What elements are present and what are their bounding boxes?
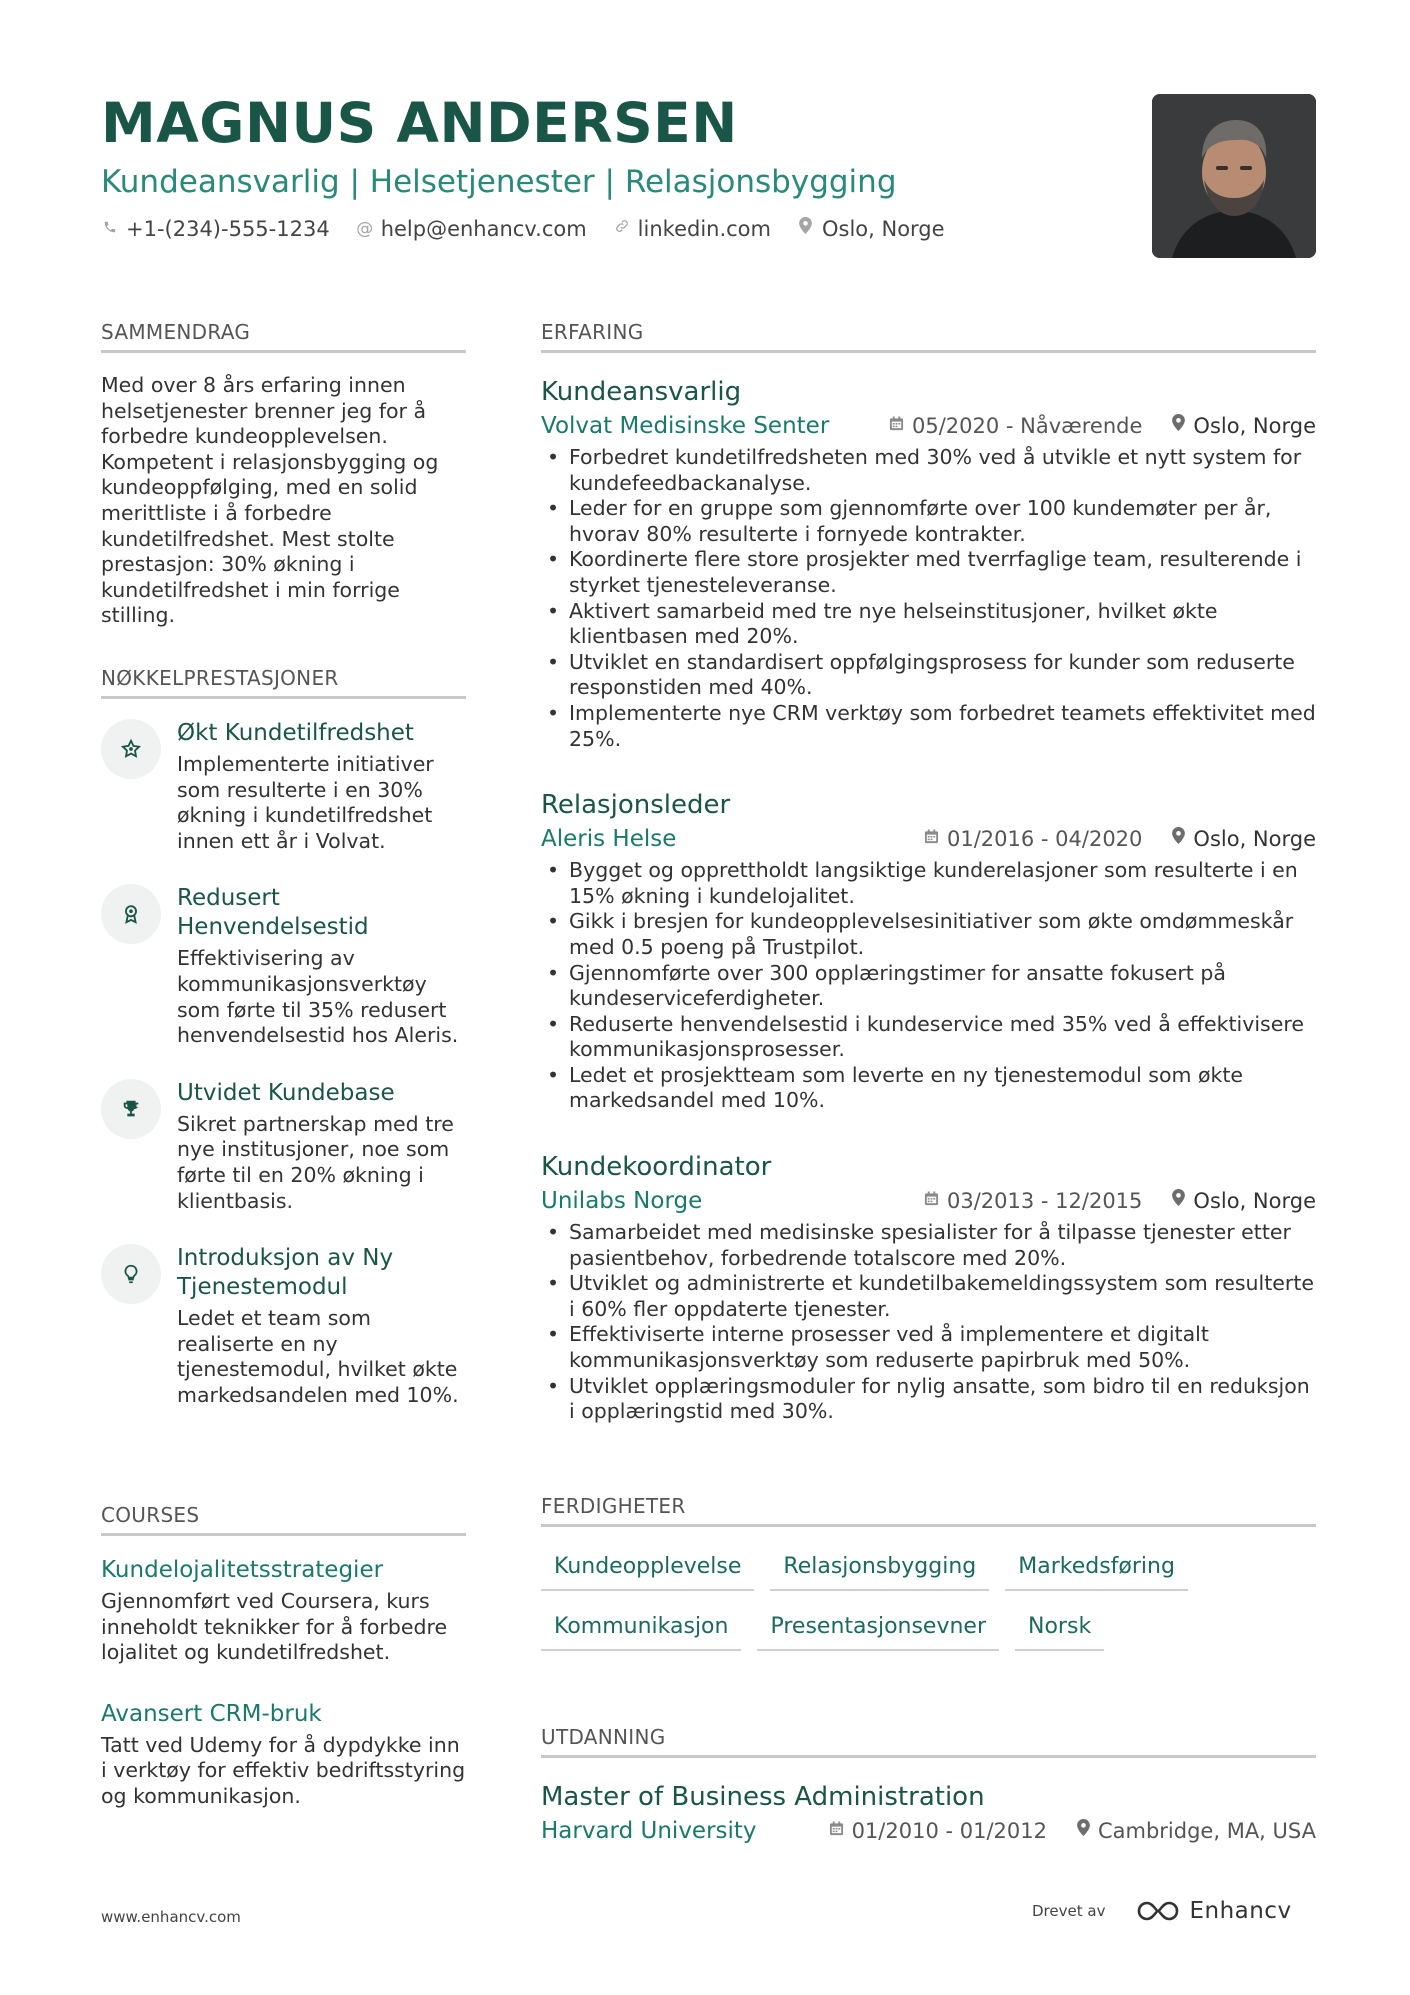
skill-tag: Norsk [1015, 1605, 1104, 1651]
summary-heading: SAMMENDRAG [101, 320, 466, 353]
achievement-title: Introduksjon av Ny Tjenestemodul [177, 1245, 394, 1301]
job-dates-text: 03/2013 - 12/2015 [947, 1189, 1143, 1214]
education-meta [541, 1816, 1316, 1846]
job-company: Aleris Helse [541, 826, 677, 853]
location-pin-icon [1172, 411, 1185, 441]
job-entry [541, 788, 1316, 1114]
achievement-desc: Sikret partnerskap med tre nye institusjoner, noe som førte til en 20% økning i klientbasis. [177, 1111, 454, 1213]
achievement-item [101, 1244, 466, 1408]
job-dates-text: 05/2020 - Nåværende [911, 414, 1143, 438]
job-location [1172, 411, 1316, 441]
contact-location [797, 214, 945, 244]
link-icon [613, 214, 631, 244]
contact-email[interactable] [356, 214, 587, 244]
calendar-icon [889, 411, 904, 441]
job-dates [924, 1186, 1142, 1216]
summary-section [101, 320, 466, 629]
achievement-desc: Implementerte initiativer som resulterte i en 30% økning i kundetilfredshet innen ett år i Volvat. [177, 752, 434, 853]
enhancv-logo-icon [1135, 1899, 1181, 1923]
resume-header [101, 88, 1101, 244]
brand-name: Enhancv [1189, 1898, 1292, 1924]
location-pin-icon [797, 214, 815, 244]
education-location-text: Cambridge, MA, USA [1097, 1819, 1316, 1843]
course-title: Avansert CRM-bruk [101, 1700, 322, 1727]
job-bullets [541, 858, 1316, 1114]
job-entry [541, 375, 1316, 752]
star-icon [101, 719, 161, 779]
footer-branding [1032, 1898, 1292, 1924]
job-bullet: • Gikk i bresjen for kundeopplevelsesinitiativer som økte omdømmeskår med 0.5 poeng på Trustpilot. [541, 909, 1316, 960]
job-company: Unilabs Norge [541, 1188, 703, 1215]
job-location [1172, 824, 1316, 854]
job-bullet: • Utviklet og administrerte et kundetilbakemeldingssystem som resulterte i 60% fler oppdaterte tjenester. [541, 1271, 1316, 1322]
experience-section [541, 320, 1316, 1425]
job-title: Kundeansvarlig [541, 377, 742, 407]
school-name: Harvard University [541, 1818, 757, 1844]
job-location [1172, 1186, 1316, 1216]
job-meta [541, 411, 1316, 441]
achievement-item [101, 719, 466, 854]
courses-section [101, 1503, 466, 1810]
achievement-title: Økt Kundetilfredshet [177, 720, 414, 746]
course-title: Kundelojalitetsstrategier [101, 1557, 384, 1583]
enhancv-logo[interactable] [1135, 1898, 1291, 1924]
job-bullet: • Ledet et prosjektteam som leverte en ny tjenestemodul som økte markedsandel med 10%. [541, 1063, 1316, 1114]
job-company: Volvat Medisinske Senter [541, 413, 830, 439]
job-title: Relasjonsleder [541, 790, 731, 821]
job-entry [541, 1150, 1316, 1425]
location-pin-icon [1172, 824, 1185, 854]
linkedin-text: linkedin.com [637, 217, 771, 241]
job-bullets [541, 1220, 1316, 1425]
skill-tag: Relasjonsbygging [770, 1545, 989, 1591]
education-section [541, 1725, 1316, 1846]
job-meta [541, 824, 1316, 854]
job-location-text: Oslo, Norge [1193, 827, 1316, 852]
at-icon: @ [356, 219, 374, 239]
skill-tag: Kundeopplevelse [541, 1545, 754, 1591]
achievement-item [101, 1079, 466, 1214]
contact-linkedin[interactable] [613, 214, 771, 244]
location-text: Oslo, Norge [821, 217, 945, 241]
job-title: Kundekoordinator [541, 1152, 772, 1183]
achievements-section [101, 666, 466, 1409]
phone-icon [101, 214, 119, 244]
job-bullet: • Effektiviserte interne prosesser ved å implementere et digitalt kommunikasjonsverktøy som reduserte papirbruk med 50%. [541, 1322, 1316, 1373]
achievement-title: Utvidet Kundebase [177, 1079, 395, 1106]
job-location-text: Oslo, Norge [1193, 414, 1316, 438]
job-dates-text: 01/2016 - 04/2020 [947, 827, 1143, 852]
job-bullet: • Samarbeidet med medisinske spesialister for å tilpasse tjenester etter pasientbehov, forbedrende totalscore med 20%. [541, 1220, 1316, 1271]
job-dates [889, 411, 1142, 441]
education-dates [829, 1816, 1047, 1846]
achievement-title: Redusert Henvendelsestid [177, 885, 369, 941]
job-bullet: • Implementerte nye CRM verktøy som forbedret teamets effektivitet med 25%. [541, 701, 1316, 752]
skill-tag: Markedsføring [1005, 1545, 1188, 1591]
course-desc: Gjennomført ved Coursera, kurs inneholdt teknikker for å forbedre lojalitet og kundetilfredshet. [101, 1589, 448, 1665]
calendar-icon [829, 1816, 844, 1846]
footer-website[interactable]: www.enhancv.com [101, 1908, 241, 1926]
job-bullet: • Utviklet en standardisert oppfølgingsprosess for kunder som reduserte responstiden med 40%. [541, 650, 1316, 701]
course-item [101, 1556, 466, 1666]
calendar-icon [924, 1186, 939, 1216]
experience-heading: ERFARING [541, 320, 1316, 353]
location-pin-icon [1077, 1816, 1090, 1846]
achievement-desc: Effektivisering av kommunikasjonsverktøy som førte til 35% redusert henvendelsestid hos Aleris. [177, 946, 459, 1048]
profile-photo [1152, 94, 1316, 258]
job-dates [924, 824, 1142, 854]
calendar-icon [924, 824, 939, 854]
lightbulb-icon [101, 1244, 161, 1304]
job-bullet: • Koordinerte flere store prosjekter med tverrfaglige team, resulterende i styrket tjenesteleveranse. [541, 547, 1316, 598]
job-location-text: Oslo, Norge [1193, 1189, 1316, 1214]
education-dates-text: 01/2010 - 01/2012 [851, 1819, 1047, 1843]
education-heading: UTDANNING [541, 1725, 1316, 1758]
email-text: help@enhancv.com [380, 217, 587, 241]
education-location [1077, 1816, 1316, 1846]
achievements-heading: NØKKELPRESTASJONER [101, 666, 466, 699]
job-bullet: • Bygget og opprettholdt langsiktige kunderelasjoner som resulterte i en 15% økning i kundelojalitet. [541, 858, 1316, 909]
job-bullet: • Utviklet opplæringsmoduler for nylig ansatte, som bidro til en reduksjon i opplæringstid med 30%. [541, 1374, 1316, 1425]
summary-text: Med over 8 års erfaring innen helsetjenester brenner jeg for å forbedre kundeopplevelsen. Kompetent i relasjonsbygging og kundeoppfølging, med en solid merittliste i å forbedre kundetilfredshet. Mest stolte prestasjon: 30% økning i kundetilfredshet i min forrige stilling. [101, 373, 439, 628]
achievement-desc: Ledet et team som realiserte en ny tjenestemodul, hvilket økte markedsandelen med 10%. [177, 1306, 459, 1407]
achievement-item [101, 884, 466, 1048]
job-bullet: • Aktivert samarbeid med tre nye helseinstitusjoner, hvilket økte klientbasen med 20%. [541, 599, 1316, 650]
job-bullets [541, 445, 1316, 752]
job-bullet: • Reduserte henvendelsestid i kundeservice med 35% ved å effektivisere kommunikasjonsprosesser. [541, 1012, 1316, 1063]
skills-list [541, 1545, 1241, 1651]
location-pin-icon [1172, 1186, 1185, 1216]
degree-title: Master of Business Administration [541, 1782, 985, 1812]
candidate-headline: Kundeansvarlig | Helsetjenester | Relasjonsbygging [101, 164, 897, 200]
contact-row [101, 214, 1101, 244]
candidate-name: MAGNUS ANDERSEN [101, 91, 738, 155]
job-bullet: • Gjennomførte over 300 opplæringstimer for ansatte fokusert på kundeserviceferdigheter. [541, 961, 1316, 1012]
contact-phone [101, 214, 330, 244]
skills-heading: FERDIGHETER [541, 1494, 1316, 1527]
course-item [101, 1700, 466, 1810]
job-meta [541, 1186, 1316, 1216]
skill-tag: Kommunikasjon [541, 1605, 741, 1651]
job-bullet: • Forbedret kundetilfredsheten med 30% ved å utvikle et nytt system for kundefeedbackanalyse. [541, 445, 1316, 496]
course-desc: Tatt ved Udemy for å dypdykke inn i verktøy for effektiv bedriftsstyring og kommunikasjon. [101, 1732, 466, 1808]
trophy-icon [101, 1079, 161, 1139]
skills-section [541, 1494, 1316, 1651]
courses-heading: COURSES [101, 1503, 466, 1536]
phone-text: +1-(234)-555-1234 [126, 217, 330, 241]
skill-tag: Presentasjonsevner [757, 1605, 999, 1651]
ribbon-icon [101, 884, 161, 944]
powered-by-text: Drevet av [1032, 1902, 1106, 1920]
job-bullet: • Leder for en gruppe som gjennomførte over 100 kundemøter per år, hvorav 80% resulterte i fornyede kontrakter. [541, 496, 1316, 547]
